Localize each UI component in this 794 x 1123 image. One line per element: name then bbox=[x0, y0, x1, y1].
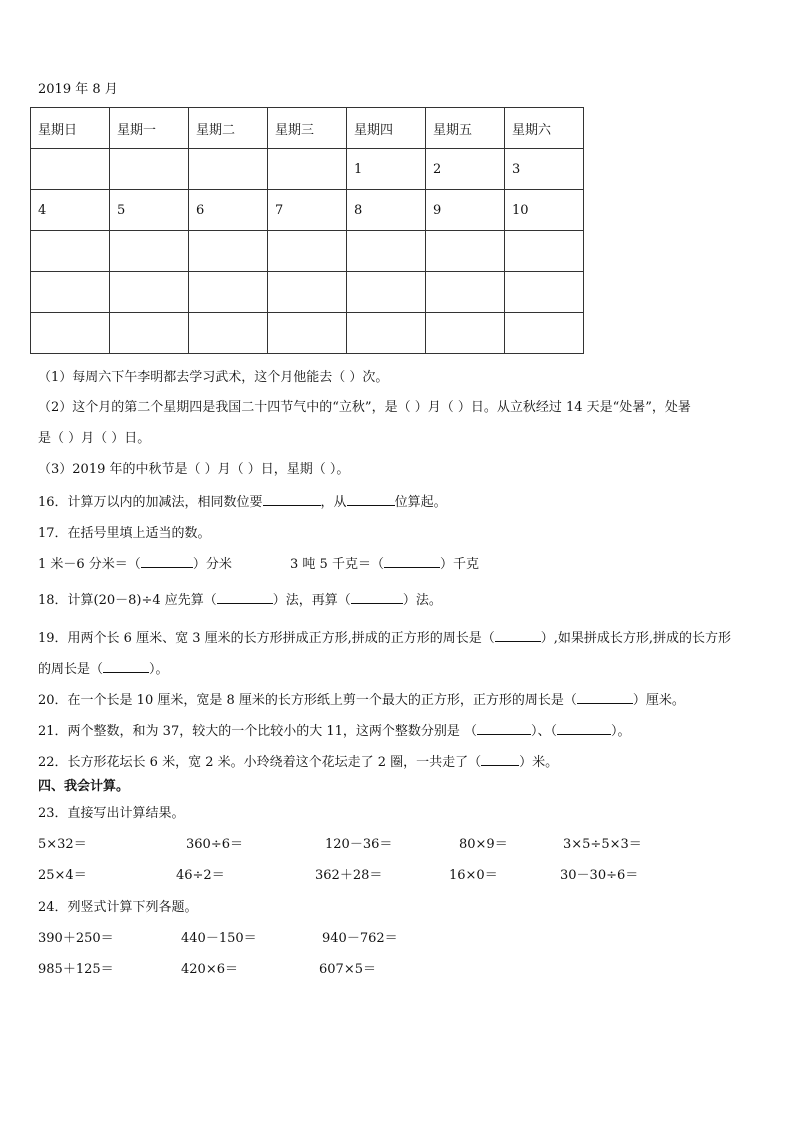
calendar-day-cell: 10 bbox=[505, 190, 584, 231]
answer-blank bbox=[351, 592, 403, 604]
calendar-day-cell bbox=[31, 149, 110, 190]
calendar-day-cell bbox=[426, 313, 505, 354]
q23-title: 23．直接写出计算结果。 bbox=[38, 806, 185, 821]
calendar-header-cell: 星期四 bbox=[347, 108, 426, 149]
calc-item: 390＋250＝ bbox=[38, 931, 114, 946]
calc-item: 607×5＝ bbox=[319, 962, 376, 977]
q20-text-b: ）厘米。 bbox=[632, 693, 685, 708]
q20-text-a: 20．在一个长是 10 厘米，宽是 8 厘米的长方形纸上剪一个最大的正方形，正方形的周长是（ bbox=[38, 693, 577, 708]
calendar-day-cell bbox=[268, 231, 347, 272]
calc-item: 120－36＝ bbox=[325, 837, 393, 852]
calendar-day-cell bbox=[110, 272, 189, 313]
calc-item: 80×9＝ bbox=[459, 837, 508, 852]
calc-item: 16×0＝ bbox=[449, 868, 498, 883]
calendar-day-cell bbox=[505, 231, 584, 272]
answer-blank bbox=[495, 630, 541, 642]
q17-part-2-b: ）千克 bbox=[439, 557, 479, 572]
q21 bbox=[38, 723, 631, 740]
calendar-week-row bbox=[31, 190, 584, 231]
calendar-week-row bbox=[31, 149, 584, 190]
calendar-week-row bbox=[31, 272, 584, 313]
calendar-day-cell bbox=[505, 272, 584, 313]
answer-blank bbox=[577, 692, 633, 704]
q15-item-2-line2: 是（ ）月（ ）日。 bbox=[38, 431, 151, 446]
calendar-day-cell: 3 bbox=[505, 149, 584, 190]
calc-item: 46÷2＝ bbox=[176, 868, 225, 883]
q17-part-1-b: ）分米 bbox=[192, 557, 232, 572]
calc-item: 5×32＝ bbox=[38, 837, 87, 852]
answer-blank bbox=[347, 494, 395, 506]
calc-item: 440－150＝ bbox=[181, 931, 257, 946]
q17-part-2 bbox=[290, 556, 479, 573]
calendar-header-cell: 星期一 bbox=[110, 108, 189, 149]
calendar-day-cell bbox=[426, 272, 505, 313]
calendar-day-cell: 2 bbox=[426, 149, 505, 190]
calendar-day-cell bbox=[110, 149, 189, 190]
calendar-day-cell bbox=[110, 231, 189, 272]
calendar-day-cell: 6 bbox=[189, 190, 268, 231]
calendar-day-cell bbox=[268, 149, 347, 190]
calendar-day-cell: 1 bbox=[347, 149, 426, 190]
calendar-week-row bbox=[31, 231, 584, 272]
calendar-day-cell bbox=[189, 231, 268, 272]
calc-item: 362＋28＝ bbox=[315, 868, 383, 883]
answer-blank bbox=[217, 592, 273, 604]
q22-text-a: 22．长方形花坛长 6 米，宽 2 米。小玲绕着这个花坛走了 2 圈，一共走了（ bbox=[38, 755, 482, 770]
q19-text-c: 的周长是（ bbox=[38, 662, 104, 677]
calendar-day-cell bbox=[110, 313, 189, 354]
q16-text-c: 位算起。 bbox=[394, 495, 447, 510]
q21-text-b: ）、（ bbox=[531, 724, 558, 739]
answer-blank bbox=[103, 661, 149, 673]
q18-text-c: ）法。 bbox=[402, 593, 442, 608]
q18 bbox=[38, 592, 442, 609]
q18-text-b: ）法，再算（ bbox=[272, 593, 351, 608]
q16-text-b: ，从 bbox=[320, 495, 347, 510]
calendar-day-cell: 4 bbox=[31, 190, 110, 231]
q22-text-b: ）米。 bbox=[519, 755, 559, 770]
calendar-day-cell bbox=[189, 149, 268, 190]
calendar-day-cell bbox=[31, 313, 110, 354]
q21-text-a: 21．两个整数，和为 37，较大的一个比较小的大 11，这两个整数分别是 （ bbox=[38, 724, 478, 739]
calendar-day-cell bbox=[268, 272, 347, 313]
calc-item: 360÷6＝ bbox=[186, 837, 243, 852]
calendar-header-cell: 星期五 bbox=[426, 108, 505, 149]
calendar-header-cell: 星期三 bbox=[268, 108, 347, 149]
q16-text-a: 16．计算万以内的加减法，相同数位要 bbox=[38, 495, 263, 510]
calendar-week-row bbox=[31, 313, 584, 354]
q19-text-a: 19．用两个长 6 厘米、宽 3 厘米的长方形拼成正方形,拼成的正方形的周长是（ bbox=[38, 631, 495, 646]
q20 bbox=[38, 692, 685, 709]
q19-text-d: ）。 bbox=[149, 662, 169, 677]
calendar-day-cell bbox=[31, 231, 110, 272]
calendar-day-cell bbox=[268, 313, 347, 354]
calc-item: 25×4＝ bbox=[38, 868, 87, 883]
answer-blank bbox=[477, 723, 531, 735]
calc-item: 940－762＝ bbox=[322, 931, 398, 946]
q19-text-b: ）,如果拼成长方形,拼成的长方形 bbox=[540, 631, 732, 646]
q15-item-1: （1）每周六下午李明都去学习武术，这个月他能去（ ）次。 bbox=[38, 370, 389, 385]
q19-line-2 bbox=[38, 661, 169, 678]
q17-part-2-a: 3 吨 5 千克＝（ bbox=[290, 557, 384, 572]
answer-blank bbox=[557, 723, 611, 735]
calendar-day-cell bbox=[31, 272, 110, 313]
answer-blank bbox=[481, 754, 519, 766]
calendar-day-cell: 9 bbox=[426, 190, 505, 231]
calendar-header-cell: 星期六 bbox=[505, 108, 584, 149]
calendar-day-cell bbox=[426, 231, 505, 272]
q16 bbox=[38, 494, 447, 511]
calendar-day-cell bbox=[347, 272, 426, 313]
q19-line-1 bbox=[38, 630, 731, 647]
calendar-day-cell bbox=[189, 313, 268, 354]
calendar-day-cell bbox=[189, 272, 268, 313]
calendar-day-cell: 7 bbox=[268, 190, 347, 231]
calendar-header-row bbox=[31, 108, 584, 149]
q21-text-c: ）。 bbox=[611, 724, 631, 739]
calendar-day-cell bbox=[505, 313, 584, 354]
calc-item: 3×5÷5×3＝ bbox=[563, 837, 642, 852]
q17-part-1 bbox=[38, 556, 232, 573]
answer-blank bbox=[384, 556, 440, 568]
section-4-heading: 四、我会计算。 bbox=[38, 779, 130, 794]
answer-blank bbox=[141, 556, 193, 568]
calendar-day-cell: 8 bbox=[347, 190, 426, 231]
q22 bbox=[38, 754, 558, 771]
calendar-header-cell: 星期二 bbox=[189, 108, 268, 149]
q17-title: 17．在括号里填上适当的数。 bbox=[38, 526, 211, 541]
calendar-day-cell bbox=[347, 231, 426, 272]
calendar-caption: 2019 年 8 月 bbox=[38, 82, 118, 97]
q17-part-1-a: 1 米－6 分米＝（ bbox=[38, 557, 141, 572]
calc-item: 420×6＝ bbox=[181, 962, 238, 977]
calc-item: 985＋125＝ bbox=[38, 962, 114, 977]
q15-item-2-line1: （2）这个月的第二个星期四是我国二十四节气中的“立秋”，是（ ）月（ ）日。从立秋经过 14 天是“处暑”，处暑 bbox=[38, 400, 691, 415]
q18-text-a: 18．计算(20－8)÷4 应先算（ bbox=[38, 593, 217, 608]
calendar-day-cell: 5 bbox=[110, 190, 189, 231]
q24-title: 24．列竖式计算下列各题。 bbox=[38, 900, 198, 915]
calendar-table bbox=[30, 107, 584, 354]
calc-item: 30－30÷6＝ bbox=[560, 868, 639, 883]
calendar-header-cell: 星期日 bbox=[31, 108, 110, 149]
calendar-day-cell bbox=[347, 313, 426, 354]
answer-blank bbox=[263, 494, 321, 506]
q15-item-3: （3）2019 年的中秋节是（ ）月（ ）日，星期（ ）。 bbox=[38, 462, 350, 477]
